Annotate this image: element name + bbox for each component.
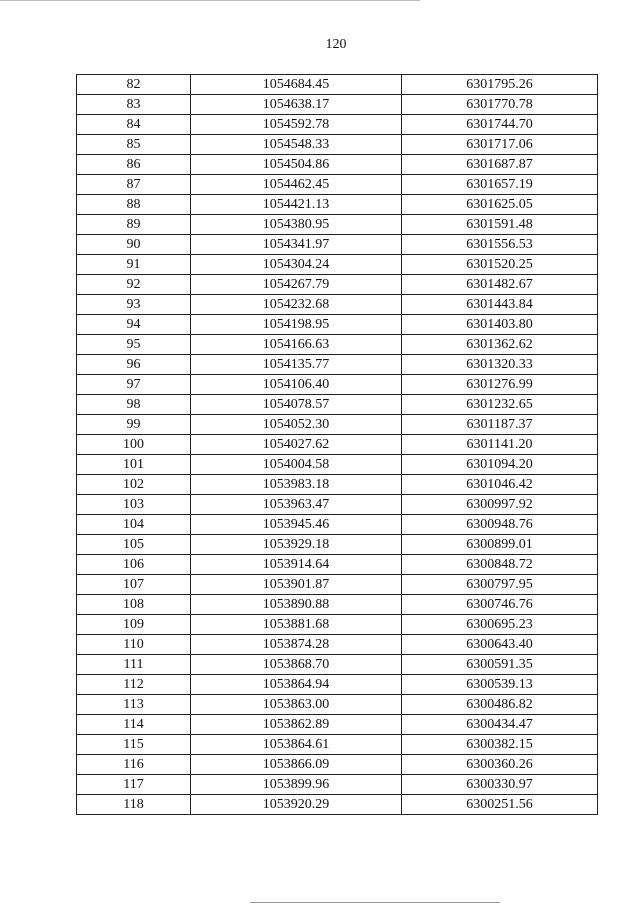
table-row — [77, 415, 598, 435]
y-coordinate-cell: 6300360.26 — [402, 755, 598, 775]
table-row — [77, 215, 598, 235]
point-number-cell: 102 — [77, 475, 191, 495]
table-row — [77, 655, 598, 675]
point-number-cell: 83 — [77, 95, 191, 115]
point-number-cell: 82 — [77, 75, 191, 95]
point-number-cell: 114 — [77, 715, 191, 735]
point-number-cell: 103 — [77, 495, 191, 515]
y-coordinate-cell: 6301094.20 — [402, 455, 598, 475]
point-number-cell: 118 — [77, 795, 191, 815]
x-coordinate-cell: 1054462.45 — [191, 175, 402, 195]
y-coordinate-cell: 6301320.33 — [402, 355, 598, 375]
table-row — [77, 375, 598, 395]
x-coordinate-cell: 1054504.86 — [191, 155, 402, 175]
table-row — [77, 275, 598, 295]
y-coordinate-cell: 6300997.92 — [402, 495, 598, 515]
y-coordinate-cell: 6300848.72 — [402, 555, 598, 575]
y-coordinate-cell: 6301276.99 — [402, 375, 598, 395]
x-coordinate-cell: 1054684.45 — [191, 75, 402, 95]
table-row — [77, 315, 598, 335]
table-row — [77, 235, 598, 255]
table-row — [77, 615, 598, 635]
table-row — [77, 335, 598, 355]
point-number-cell: 93 — [77, 295, 191, 315]
x-coordinate-cell: 1053920.29 — [191, 795, 402, 815]
x-coordinate-cell: 1054198.95 — [191, 315, 402, 335]
x-coordinate-cell: 1054027.62 — [191, 435, 402, 455]
y-coordinate-cell: 6300948.76 — [402, 515, 598, 535]
y-coordinate-cell: 6300643.40 — [402, 635, 598, 655]
point-number-cell: 96 — [77, 355, 191, 375]
point-number-cell: 110 — [77, 635, 191, 655]
y-coordinate-cell: 6301141.20 — [402, 435, 598, 455]
y-coordinate-cell: 6301687.87 — [402, 155, 598, 175]
point-number-cell: 99 — [77, 415, 191, 435]
y-coordinate-cell: 6301591.48 — [402, 215, 598, 235]
point-number-cell: 113 — [77, 695, 191, 715]
y-coordinate-cell: 6301744.70 — [402, 115, 598, 135]
x-coordinate-cell: 1053899.96 — [191, 775, 402, 795]
x-coordinate-cell: 1053862.89 — [191, 715, 402, 735]
point-number-cell: 97 — [77, 375, 191, 395]
x-coordinate-cell: 1053868.70 — [191, 655, 402, 675]
y-coordinate-cell: 6301443.84 — [402, 295, 598, 315]
x-coordinate-cell: 1054078.57 — [191, 395, 402, 415]
table-row — [77, 255, 598, 275]
x-coordinate-cell: 1054638.17 — [191, 95, 402, 115]
point-number-cell: 109 — [77, 615, 191, 635]
point-number-cell: 92 — [77, 275, 191, 295]
table-row — [77, 695, 598, 715]
scan-edge-top — [0, 0, 420, 1]
table-row — [77, 715, 598, 735]
point-number-cell: 91 — [77, 255, 191, 275]
y-coordinate-cell: 6301403.80 — [402, 315, 598, 335]
table-row — [77, 135, 598, 155]
table-row — [77, 795, 598, 815]
y-coordinate-cell: 6300746.76 — [402, 595, 598, 615]
y-coordinate-cell: 6301520.25 — [402, 255, 598, 275]
table-row — [77, 595, 598, 615]
table-row — [77, 675, 598, 695]
y-coordinate-cell: 6300591.35 — [402, 655, 598, 675]
x-coordinate-cell: 1053866.09 — [191, 755, 402, 775]
x-coordinate-cell: 1054106.40 — [191, 375, 402, 395]
point-number-cell: 100 — [77, 435, 191, 455]
point-number-cell: 94 — [77, 315, 191, 335]
y-coordinate-cell: 6300797.95 — [402, 575, 598, 595]
table-row — [77, 155, 598, 175]
point-number-cell: 88 — [77, 195, 191, 215]
table-row — [77, 115, 598, 135]
x-coordinate-cell: 1053929.18 — [191, 535, 402, 555]
y-coordinate-cell: 6301482.67 — [402, 275, 598, 295]
point-number-cell: 117 — [77, 775, 191, 795]
y-coordinate-cell: 6300330.97 — [402, 775, 598, 795]
coordinates-table-body — [77, 75, 598, 815]
point-number-cell: 85 — [77, 135, 191, 155]
x-coordinate-cell: 1054052.30 — [191, 415, 402, 435]
x-coordinate-cell: 1053945.46 — [191, 515, 402, 535]
table-row — [77, 535, 598, 555]
y-coordinate-cell: 6301795.26 — [402, 75, 598, 95]
y-coordinate-cell: 6301770.78 — [402, 95, 598, 115]
x-coordinate-cell: 1054004.58 — [191, 455, 402, 475]
scan-edge-bottom — [250, 902, 500, 903]
point-number-cell: 108 — [77, 595, 191, 615]
table-row — [77, 575, 598, 595]
y-coordinate-cell: 6300695.23 — [402, 615, 598, 635]
table-row — [77, 475, 598, 495]
table-row — [77, 455, 598, 475]
x-coordinate-cell: 1054267.79 — [191, 275, 402, 295]
point-number-cell: 87 — [77, 175, 191, 195]
y-coordinate-cell: 6300899.01 — [402, 535, 598, 555]
point-number-cell: 95 — [77, 335, 191, 355]
table-row — [77, 435, 598, 455]
point-number-cell: 105 — [77, 535, 191, 555]
x-coordinate-cell: 1054304.24 — [191, 255, 402, 275]
table-row — [77, 95, 598, 115]
point-number-cell: 101 — [77, 455, 191, 475]
y-coordinate-cell: 6300434.47 — [402, 715, 598, 735]
x-coordinate-cell: 1053874.28 — [191, 635, 402, 655]
x-coordinate-cell: 1054548.33 — [191, 135, 402, 155]
point-number-cell: 106 — [77, 555, 191, 575]
table-row — [77, 555, 598, 575]
y-coordinate-cell: 6300382.15 — [402, 735, 598, 755]
point-number-cell: 104 — [77, 515, 191, 535]
point-number-cell: 90 — [77, 235, 191, 255]
point-number-cell: 107 — [77, 575, 191, 595]
x-coordinate-cell: 1054166.63 — [191, 335, 402, 355]
x-coordinate-cell: 1054341.97 — [191, 235, 402, 255]
x-coordinate-cell: 1053863.00 — [191, 695, 402, 715]
table-row — [77, 175, 598, 195]
x-coordinate-cell: 1054592.78 — [191, 115, 402, 135]
point-number-cell: 112 — [77, 675, 191, 695]
point-number-cell: 89 — [77, 215, 191, 235]
table-row — [77, 635, 598, 655]
y-coordinate-cell: 6301657.19 — [402, 175, 598, 195]
x-coordinate-cell: 1053901.87 — [191, 575, 402, 595]
point-number-cell: 116 — [77, 755, 191, 775]
x-coordinate-cell: 1054421.13 — [191, 195, 402, 215]
x-coordinate-cell: 1053963.47 — [191, 495, 402, 515]
y-coordinate-cell: 6300539.13 — [402, 675, 598, 695]
point-number-cell: 86 — [77, 155, 191, 175]
y-coordinate-cell: 6301362.62 — [402, 335, 598, 355]
table-row — [77, 755, 598, 775]
y-coordinate-cell: 6300251.56 — [402, 795, 598, 815]
x-coordinate-cell: 1053914.64 — [191, 555, 402, 575]
x-coordinate-cell: 1054135.77 — [191, 355, 402, 375]
point-number-cell: 98 — [77, 395, 191, 415]
table-row — [77, 195, 598, 215]
point-number-cell: 111 — [77, 655, 191, 675]
x-coordinate-cell: 1053864.61 — [191, 735, 402, 755]
table-row — [77, 395, 598, 415]
y-coordinate-cell: 6301046.42 — [402, 475, 598, 495]
x-coordinate-cell: 1053890.88 — [191, 595, 402, 615]
y-coordinate-cell: 6301232.65 — [402, 395, 598, 415]
table-row — [77, 75, 598, 95]
x-coordinate-cell: 1053864.94 — [191, 675, 402, 695]
table-row — [77, 515, 598, 535]
y-coordinate-cell: 6301717.06 — [402, 135, 598, 155]
x-coordinate-cell: 1054232.68 — [191, 295, 402, 315]
y-coordinate-cell: 6301556.53 — [402, 235, 598, 255]
page-number: 120 — [325, 37, 347, 52]
y-coordinate-cell: 6301625.05 — [402, 195, 598, 215]
y-coordinate-cell: 6301187.37 — [402, 415, 598, 435]
table-row — [77, 495, 598, 515]
table-row — [77, 775, 598, 795]
coordinates-table — [76, 74, 598, 815]
y-coordinate-cell: 6300486.82 — [402, 695, 598, 715]
table-row — [77, 735, 598, 755]
x-coordinate-cell: 1053881.68 — [191, 615, 402, 635]
point-number-cell: 115 — [77, 735, 191, 755]
x-coordinate-cell: 1054380.95 — [191, 215, 402, 235]
table-row — [77, 295, 598, 315]
point-number-cell: 84 — [77, 115, 191, 135]
x-coordinate-cell: 1053983.18 — [191, 475, 402, 495]
table-row — [77, 355, 598, 375]
